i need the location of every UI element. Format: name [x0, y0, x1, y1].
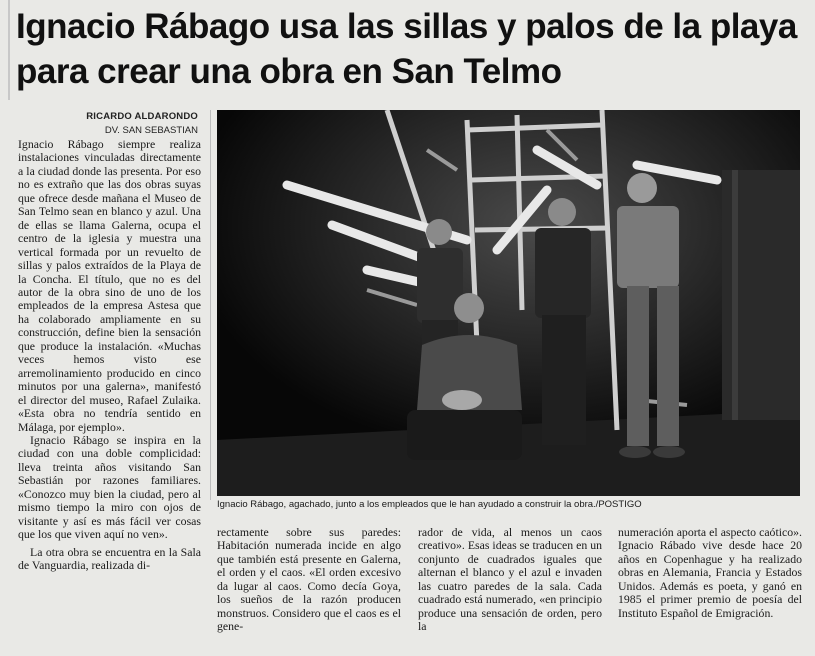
- paragraph: rador de vida, al menos un caos creativo». Esas ideas se traducen en un conjunto de cuadrados iguales que alternan el blanco y el azul e invaden las cuatro paredes de la sala. Cada cuadrado está numerado, «en principio produce una sensación de orden, pero la: [418, 525, 602, 634]
- paragraph: La otra obra se encuentra en la Sala de Vanguardia, realizada di-: [18, 544, 201, 573]
- article-column-2: [217, 526, 401, 634]
- byline-place: DV. SAN SEBASTIAN: [104, 125, 198, 136]
- byline-author: RICARDO ALDARONDO: [86, 111, 198, 122]
- photo-caption: Ignacio Rábago, agachado, junto a los empleados que le han ayudado a construir la obra./POSTIGO: [217, 499, 642, 510]
- paragraph: Ignacio Rábago siempre realiza instalaciones vinculadas directamente a la ciudad donde las presenta. Por eso no es extraño que las dos obras suyas que ofrece desde mañana el Museo de San Telmo sean en blanco y azul. Una de ellas se llama Galerna, ocupa el centro de la iglesia y muestra una vertical formada por un revuelto de sillas y palos extraídos de la Playa de la Concha. El título, que no es del autor de la obra sino de uno de los empleados de la empresa Astesa que ha colaborado ampliamente en su construcción, define bien la sensación que produce la instalación. «Muchas veces hemos visto ese arremolinamiento producido en cinco minutos por una galerna», manifestó el director del museo, Rafael Zulaika. «Esta obra no tendría sentido en Málaga, por ejemplo».: [18, 137, 201, 434]
- article-photo: [217, 110, 800, 496]
- byline: [18, 110, 198, 138]
- paragraph: numeración aporta el aspecto caótico». Ignacio Rábado vive desde hace 20 años en Copenhague y ha realizado obras en Alemania, Francia y Estados Unidos. Además es poeta, y ganó en 1985 el primer premio de poesía del Instituto Español de Emigración.: [618, 525, 802, 620]
- photo-image: [217, 110, 800, 496]
- article-column-1: [18, 138, 201, 573]
- paragraph: rectamente sobre sus paredes: Habitación numerada incide en algo que también está presente en Galerna, el orden y el caos. «El orden excesivo da lugar al caos. Como decía Goya, los sueños de la razón producen monstruos. Considero que el caos es el gene-: [217, 525, 401, 634]
- paragraph: Ignacio Rábago se inspira en la ciudad con una doble complicidad: lleva treinta años visitando San Sebastián por razones familiares. «Conozco muy bien la ciudad, pero al mismo tiempo la miro con ojos de visitante y así es más fácil ver cosas que los que viven aquí no ven».: [18, 432, 201, 542]
- headline: Ignacio Rábago usa las sillas y palos de la playa para crear una obra en San Telmo: [16, 7, 797, 91]
- article-column-3: [418, 526, 602, 634]
- column-rule: [8, 0, 10, 100]
- article-column-4: [618, 526, 802, 620]
- column-rule: [210, 110, 211, 500]
